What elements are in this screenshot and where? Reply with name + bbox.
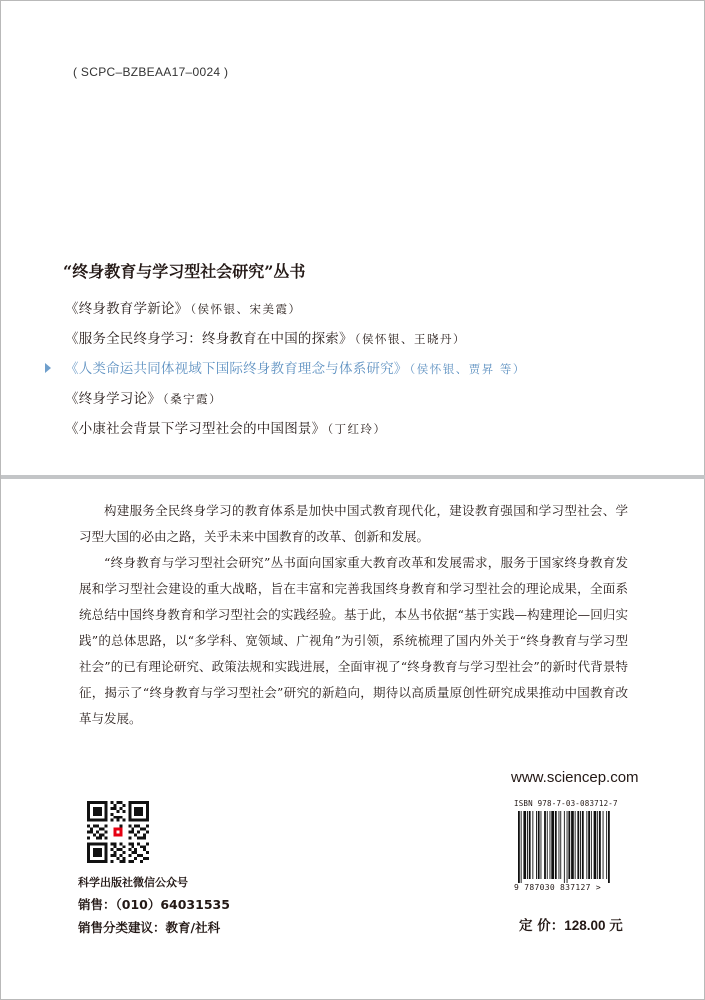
barcode-bar xyxy=(586,811,587,879)
barcode-bar xyxy=(551,811,554,879)
publisher-website: www.sciencep.com xyxy=(511,769,639,786)
isbn-digits: 9 787030 837127 > xyxy=(514,883,601,892)
series-description xyxy=(79,498,628,732)
book-authors: （侯怀银、宋美霞） xyxy=(190,302,302,316)
barcode-bar xyxy=(527,811,528,879)
barcode-bar xyxy=(575,811,576,879)
price-value: 128.00 元 xyxy=(564,918,623,933)
barcode-bar xyxy=(591,811,592,879)
barcode-bar xyxy=(560,811,561,879)
barcode-bar xyxy=(555,811,557,879)
book-item xyxy=(65,328,526,358)
isbn-barcode xyxy=(514,799,644,899)
barcode-bar xyxy=(532,811,533,879)
sales-category: 销售分类建议：教育/社科 xyxy=(78,920,221,935)
catalog-code: ( SCPC–BZBEAA17–0024 ) xyxy=(73,65,229,79)
sales-phone: 销售：（010）64031535 xyxy=(78,897,230,912)
book-item xyxy=(65,298,526,328)
barcode-bar xyxy=(523,811,526,879)
book-title: 《终身教育学新论》 xyxy=(65,301,189,317)
price-label: 定 价： xyxy=(519,918,565,934)
barcode-bar xyxy=(529,811,531,879)
barcode-bar xyxy=(559,811,560,879)
price xyxy=(519,914,623,934)
current-book-marker-icon xyxy=(45,363,51,373)
book-authors: （侯怀银、王晓丹） xyxy=(354,332,466,346)
series-book-list xyxy=(65,298,526,448)
barcode-bar xyxy=(582,811,584,879)
barcode-bar xyxy=(594,811,597,879)
barcode-bar xyxy=(597,811,598,879)
barcode-bar xyxy=(547,811,548,879)
series-title: “终身教育与学习型社会研究”丛书 xyxy=(63,262,306,281)
barcode-bar xyxy=(577,811,579,879)
book-authors: （桑宁霞） xyxy=(162,392,223,406)
barcode-bar xyxy=(564,811,565,883)
divider-band xyxy=(1,475,705,479)
barcode-bar xyxy=(606,811,607,879)
isbn-number: ISBN 978-7-03-083712-7 xyxy=(514,799,618,808)
book-item-current xyxy=(65,358,526,388)
description-paragraph: 构建服务全民终身学习的教育体系是加快中国式教育现代化，建设教育强国和学习型社会、学习型大国的必由之路，关乎未来中国教育的改革、创新和发展。 xyxy=(79,503,628,544)
barcode-bar xyxy=(608,811,610,883)
book-title: 《终身学习论》 xyxy=(65,391,161,407)
barcode-bar xyxy=(603,811,604,879)
barcode-icon xyxy=(518,811,640,883)
book-title: 《服务全民终身学习：终身教育在中国的探索》 xyxy=(65,331,353,347)
barcode-bar xyxy=(541,811,542,879)
book-title: 《人类命运共同体视域下国际终身教育理念与体系研究》 xyxy=(65,361,408,377)
barcode-bar xyxy=(521,811,522,883)
barcode-bar xyxy=(588,811,590,879)
barcode-bar xyxy=(544,811,546,879)
barcode-bar xyxy=(536,811,537,879)
wechat-label: 科学出版社微信公众号 xyxy=(78,876,188,889)
book-item xyxy=(65,418,526,448)
qr-code-icon xyxy=(87,801,149,863)
barcode-bar xyxy=(580,811,581,879)
barcode-bar xyxy=(599,811,601,879)
barcode-bar xyxy=(567,811,568,883)
book-title: 《小康社会背景下学习型社会的中国图景》 xyxy=(65,421,326,437)
barcode-bar xyxy=(568,811,570,879)
barcode-bar xyxy=(571,811,574,879)
barcode-bar xyxy=(538,811,540,879)
barcode-bar xyxy=(550,811,551,879)
book-authors: （侯怀银、贾昇 等） xyxy=(409,362,526,376)
book-authors: （丁红玲） xyxy=(327,422,387,436)
book-item xyxy=(65,388,526,418)
description-paragraph: “终身教育与学习型社会研究”丛书面向国家重大教育改革和发展需求，服务于国家终身教育发展和学习型社会建设的重大战略，旨在丰富和完善我国终身教育和学习型社会的理论成果，全面系统总结中国终身教育和学习型社会的实践经验。基于此，本丛书依据“基于实践—构建理论—回归实践”的总体思路，以“多学科、宽领域、广视角”为引领，系统梳理了国内外关于“终身教育与学习型社会”的已有理论研究、政策法规和实践进展，全面审视了“终身教育与学习型社会”的新时代背景特征，揭示了“终身教育与学习型社会”研究的新趋向，期待以高质量原创性研究成果推动中国教育改革与发展。 xyxy=(79,555,628,726)
barcode-bar xyxy=(518,811,520,883)
